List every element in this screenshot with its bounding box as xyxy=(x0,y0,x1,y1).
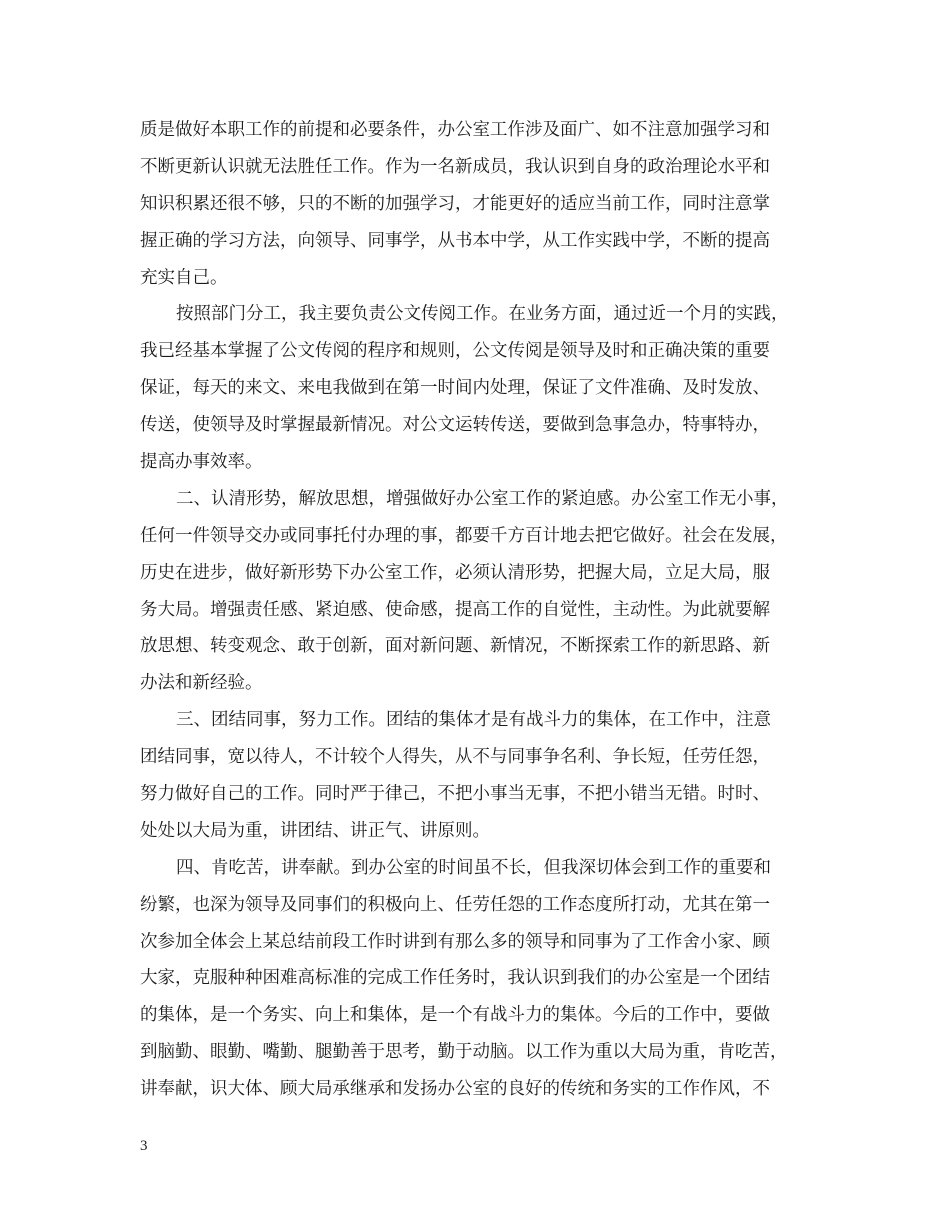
text-line: 纷繁，也深为领导及同事们的积极向上、任劳任怨的工作态度所打动，尤其在第一 xyxy=(140,894,770,915)
text-line: 提高办事效率。 xyxy=(140,452,263,473)
text-line: 次参加全体会上某总结前段工作时讲到有那么多的领导和同事为了工作舍小家、顾 xyxy=(140,931,770,952)
paragraph-first-line: 二、认清形势，解放思想，增强做好办公室工作的紧迫感。办公室工作无小事， xyxy=(176,488,789,509)
text-line: 团结同事，宽以待人，不计较个人得失，从不与同事争名利、争长短，任劳任怨， xyxy=(140,747,770,768)
text-line: 握正确的学习方法，向领导、同事学，从书本中学，从工作实践中学，不断的提高 xyxy=(140,230,770,251)
paragraph-first-line: 按照部门分工，我主要负责公文传阅工作。在业务方面，通过近一个月的实践， xyxy=(176,304,789,325)
text-line: 务大局。增强责任感、紧迫感、使命感，提高工作的自觉性，主动性。为此就要解 xyxy=(140,599,770,620)
text-line: 放思想、转变观念、敢于创新，面对新问题、新情况，不断探索工作的新思路、新 xyxy=(140,636,770,657)
text-line: 保证，每天的来文、来电我做到在第一时间内处理，保证了文件准确、及时发放、 xyxy=(140,378,770,399)
text-line: 讲奉献，识大体、顾大局承继承和发扬办公室的良好的传统和务实的工作作风，不 xyxy=(140,1079,770,1100)
text-line: 努力做好自己的工作。同时严于律己，不把小事当无事，不把小错当无错。时时、 xyxy=(140,784,770,805)
text-line: 质是做好本职工作的前提和必要条件，办公室工作涉及面广、如不注意加强学习和 xyxy=(140,120,770,140)
text-line: 我已经基本掌握了公文传阅的程序和规则，公文传阅是领导及时和正确决策的重要 xyxy=(140,341,770,362)
text-line: 的集体，是一个务实、向上和集体，是一个有战斗力的集体。今后的工作中，要做 xyxy=(140,1005,770,1026)
text-line: 传送，使领导及时掌握最新情况。对公文运转传送，要做到急事急办，特事特办， xyxy=(140,415,770,436)
text-line: 知识积累还很不够，只的不断的加强学习，才能更好的适应当前工作，同时注意掌 xyxy=(140,193,770,214)
paragraph-first-line: 四、肯吃苦，讲奉献。到办公室的时间虽不长，但我深切体会到工作的重要和 xyxy=(176,857,771,878)
text-line: 历史在进步，做好新形势下办公室工作，必须认清形势，把握大局，立足大局，服 xyxy=(140,562,770,583)
text-line: 任何一件领导交办或同事托付办理的事，都要千方百计地去把它做好。社会在发展， xyxy=(140,525,788,546)
text-line: 到脑勤、眼勤、嘴勤、腿勤善于思考，勤于动脑。以工作为重以大局为重，肯吃苦， xyxy=(140,1042,788,1063)
text-line: 大家，克服种种困难高标准的完成工作任务时，我认识到我们的办公室是一个团结 xyxy=(140,968,770,989)
page-number: 3 xyxy=(140,1138,148,1154)
text-line: 不断更新认识就无法胜任工作。作为一名新成员，我认识到自身的政治理论水平和 xyxy=(140,156,770,177)
paragraph-first-line: 三、团结同事，努力工作。团结的集体才是有战斗力的集体，在工作中，注意 xyxy=(176,710,771,731)
text-line: 办法和新经验。 xyxy=(140,673,263,694)
body-text xyxy=(140,112,820,1108)
text-line: 处处以大局为重，讲团结、讲正气、讲原则。 xyxy=(140,820,490,841)
text-line: 充实自己。 xyxy=(140,267,228,288)
